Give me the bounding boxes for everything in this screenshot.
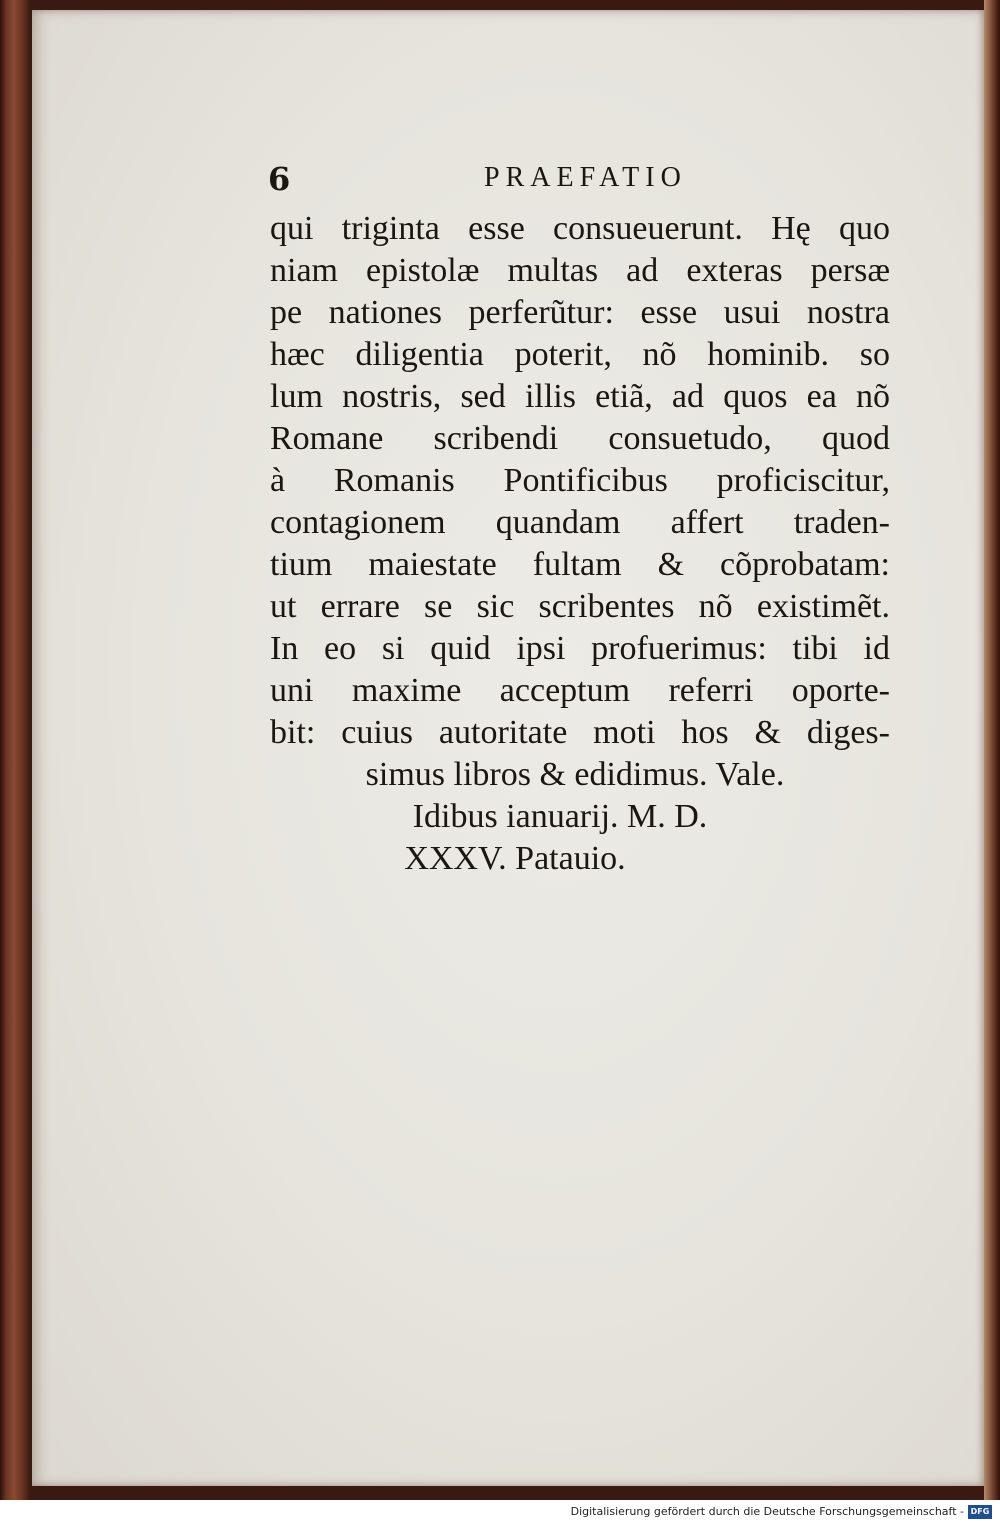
place-line: XXXV. Patauio.	[404, 840, 626, 877]
text-line: Romane scribendi consuetudo, quod	[270, 420, 890, 457]
running-head: PRAEFATIO	[484, 162, 687, 193]
funding-credit: Digitalisierung gefördert durch die Deutsche Forschungsgemeinschaft -	[570, 1505, 964, 1518]
body-text	[270, 208, 890, 880]
text-line: pe nationes perferũtur: esse usui nostra	[270, 294, 890, 331]
date-line: Idibus ianuarij. M. D.	[412, 798, 708, 835]
text-line: ut errare se sic scribentes nõ existimẽt.	[270, 588, 890, 625]
text-line: à Romanis Pontificibus proficiscitur,	[270, 462, 890, 499]
text-line: uni maxime acceptum referri oporte-	[270, 672, 890, 709]
text-line: lum nostris, sed illis etiã, ad quos ea nõ	[270, 378, 890, 415]
text-line: tium maiestate fultam & cõprobatam:	[270, 546, 890, 583]
page-header	[268, 160, 888, 200]
text-line: niam epistolæ multas ad exteras persæ	[270, 252, 890, 289]
text-line: bit: cuius autoritate moti hos & diges-	[270, 714, 890, 751]
text-line: qui triginta esse consueuerunt. Hę quo	[270, 210, 890, 247]
text-line: contagionem quandam affert traden-	[270, 504, 890, 541]
digitization-footer	[0, 1500, 1000, 1524]
book-edge	[984, 0, 1000, 1500]
closing-line: simus libros & edidimus. Vale.	[365, 756, 785, 793]
page-number: 6	[268, 160, 291, 198]
dfg-logo-icon: DFG	[968, 1505, 992, 1519]
text-line: In eo si quid ipsi profuerimus: tibi id	[270, 630, 890, 667]
text-line: hæc diligentia poterit, nõ hominib. so	[270, 336, 890, 373]
